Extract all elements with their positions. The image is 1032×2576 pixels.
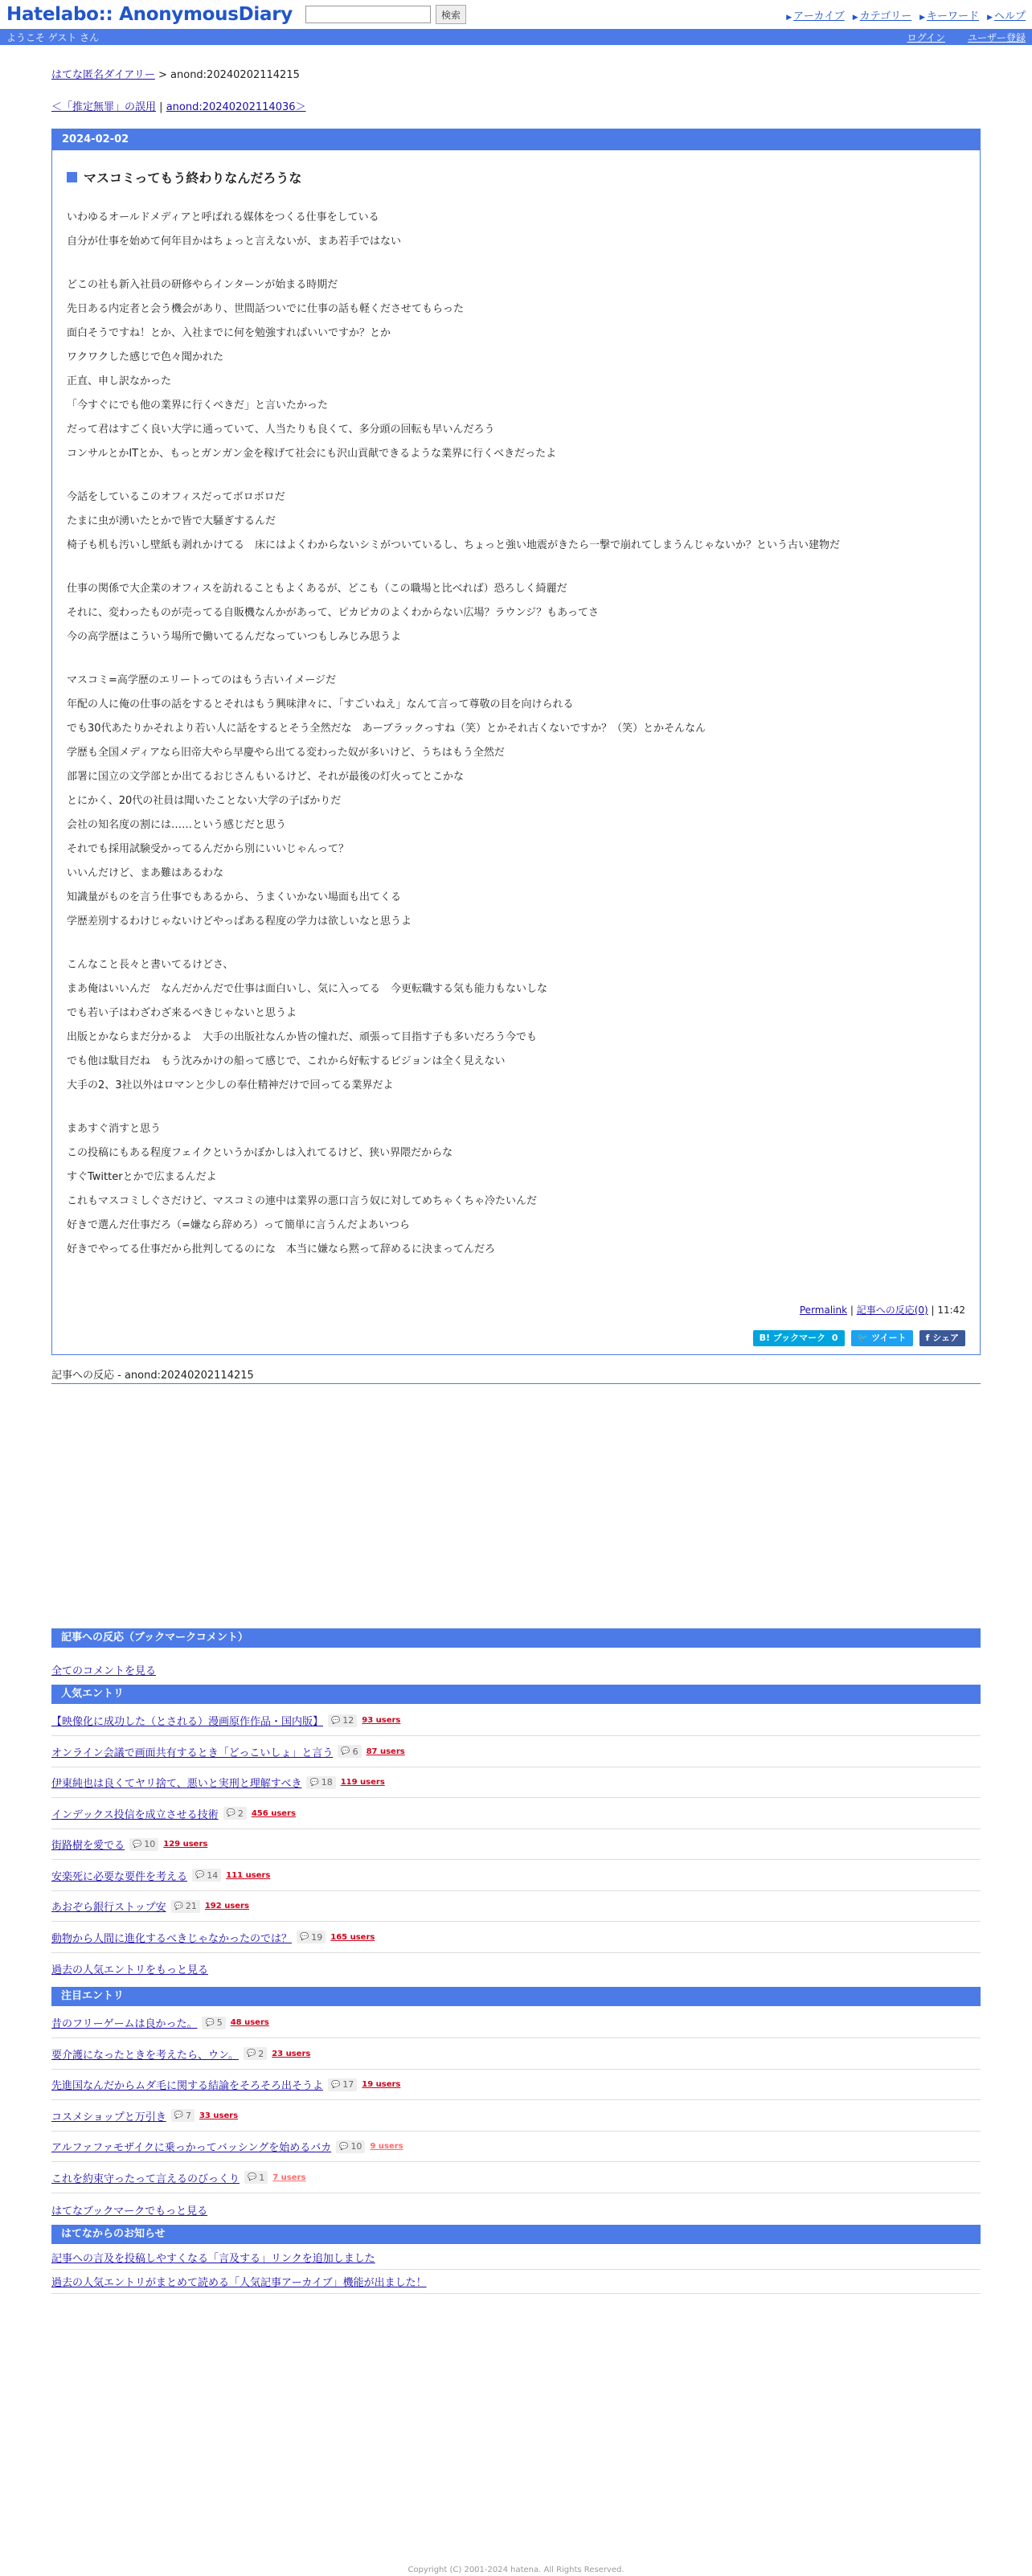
comment-count-number: 17 xyxy=(342,2079,354,2090)
entry-title-text[interactable]: マスコミってもう終わりなんだろうな xyxy=(84,170,302,186)
reactions-link[interactable]: 記事への反応(0) xyxy=(856,1304,928,1316)
comment-count-number: 2 xyxy=(258,2048,264,2059)
entry-line: だって君はすごく良い大学に通っていて、人当たりも良くて、多分頭の回転も早いんだろう xyxy=(67,424,495,436)
comment-count[interactable] xyxy=(171,1900,200,1913)
comment-icon: 💬 xyxy=(331,1716,341,1725)
entry-line: すぐTwitterとかで広まるんだよ xyxy=(67,1171,217,1183)
copyright: Copyright (C) 2001-2024 hatena. All Rights Reserved. xyxy=(407,2566,625,2574)
tweet-label: ツイート xyxy=(871,1333,907,1343)
entry-line: 好きで選んだ仕事だろ（=嫌なら辞めろ）って簡単に言うんだよあいつら xyxy=(67,1219,410,1231)
comment-icon: 💬 xyxy=(331,2080,341,2089)
bookmark-users-badge[interactable]: 456 users xyxy=(251,1808,296,1818)
bookmark-users-badge[interactable]: 165 users xyxy=(330,1932,375,1942)
breadcrumb-root[interactable]: はてな匿名ダイアリー xyxy=(51,69,155,81)
bookmark-users-badge[interactable]: 111 users xyxy=(226,1870,271,1880)
bookmark-section-header: 記事への反応（ブックマークコメント） xyxy=(51,1628,981,1648)
comment-count[interactable] xyxy=(338,1745,361,1758)
entry-list-link[interactable]: インデックス投信を成立させる技術 xyxy=(51,1808,219,1821)
facebook-icon: f xyxy=(925,1333,930,1343)
entry-paragraph xyxy=(67,206,980,254)
entry-line: でも他は駄目だね もう沈みかけの船って感じで、これから好転するビジョンは全く見えない xyxy=(67,1055,506,1067)
reactions-title: 記事への反応 - anond:20240202114215 xyxy=(51,1366,981,1384)
bookmark-count: 0 xyxy=(831,1333,838,1343)
top-bar xyxy=(0,0,1032,29)
comment-count-number: 18 xyxy=(321,1777,333,1788)
comment-count-number: 7 xyxy=(185,2110,191,2121)
welcome-bar xyxy=(0,29,1032,45)
entry-paragraph xyxy=(67,485,980,558)
comment-icon: 💬 xyxy=(174,2111,183,2119)
comment-icon: 💬 xyxy=(174,1902,183,1910)
entry-line: 「今すぐにでも他の業界に行くべきだ」と言いたかった xyxy=(67,399,329,412)
next-link[interactable]: anond:20240202114036＞ xyxy=(166,101,306,113)
comment-count-number: 10 xyxy=(144,1839,156,1849)
entry-line: 部署に国立の文学部とか出てるおじさんもいるけど、それが最後の灯火ってとこかな xyxy=(67,771,465,783)
top-nav xyxy=(786,7,1026,23)
prev-link[interactable]: ＜「推定無罪」の誤用 xyxy=(51,101,157,113)
search-button[interactable]: 検索 xyxy=(436,5,466,24)
entry-line: でも若い子はわざわざ来るべきじゃないと思うよ xyxy=(67,1007,297,1019)
entry-list-link[interactable]: アルファファモザイクに乗っかってバッシングを始めるバカ xyxy=(51,2142,332,2154)
entry-line: コンサルとかITとか、もっとガンガン金を稼げて社会にも沢山貢献できるような業界に行くべきだったよ xyxy=(67,448,557,460)
entry-list-item xyxy=(51,1706,981,1736)
entry-line: たまに虫が湧いたとかで皆で大騒ぎするんだ xyxy=(67,515,276,527)
entry-line: 知識量がものを言う仕事でもあるから、うまくいかない場面も出てくる xyxy=(67,891,402,903)
news-link[interactable]: 過去の人気エントリがまとめて読める「人気記事アーカイブ」機能が出ました！ xyxy=(51,2277,427,2289)
comment-icon: 💬 xyxy=(341,1747,350,1755)
entry-line: 年配の人に俺の仕事の話をするとそれはもう興味津々に、「すごいねえ」なんて言って尊敬の目を向けられる xyxy=(67,698,574,711)
entry-line: 椅子も机も汚いし壁紙も剥れかけてる 床にはよくわからないシミがついているし、ちょっと強い地震がきたら一撃で崩れてしまうんじゃないか？という古い建物だ xyxy=(67,539,841,551)
entry-list-link[interactable]: 安楽死に必要な要件を考える xyxy=(51,1870,188,1883)
comment-count-number: 10 xyxy=(350,2141,362,2152)
arrow-icon: ▶ xyxy=(852,13,858,22)
entry-paragraph xyxy=(67,953,980,1098)
square-icon xyxy=(67,172,77,182)
comment-count[interactable] xyxy=(223,1807,247,1820)
entry-list-item xyxy=(51,2008,981,2038)
prevnext-sep: | xyxy=(159,101,163,113)
entry-footer: Permalink | 記事への反応(0) | 11:42 xyxy=(799,1304,965,1316)
entry-line: これもマスコミしぐさだけど、マスコミの連中は業界の悪口言う奴に対してめちゃくちゃ冷たいんだ xyxy=(67,1195,538,1207)
arrow-icon: ▶ xyxy=(987,13,993,22)
entry-list-item xyxy=(51,2163,981,2193)
prev-next-nav xyxy=(51,98,981,113)
comment-count-number: 14 xyxy=(207,1870,219,1881)
comment-count-number: 2 xyxy=(237,1808,244,1819)
register-link[interactable]: ユーザー登録 xyxy=(967,31,1026,43)
entry-line: この投稿にもある程度フェイクというかぼかしは入れてるけど、狭い界隈だからな xyxy=(67,1147,453,1159)
entry-list-link[interactable]: 【映像化に成功した（とされる）漫画原作作品・国内版】 xyxy=(51,1716,324,1728)
entry-line: 先日ある内定者と会う機会があり、世間話ついでに仕事の話も軽くださせてもらった xyxy=(67,303,465,315)
bookmark-users-badge[interactable]: 9 users xyxy=(370,2142,403,2151)
entry-list-link[interactable]: 要介護になったときを考えたら、ウン。 xyxy=(51,2049,239,2062)
featured-section-header: 注目エントリ xyxy=(51,1987,981,2006)
comment-count-number: 6 xyxy=(352,1746,358,1757)
comment-count[interactable] xyxy=(171,2109,195,2122)
permalink[interactable]: Permalink xyxy=(799,1304,848,1316)
tweet-button[interactable] xyxy=(851,1330,913,1346)
entry-line: 学歴も全国メディアなら旧帝大やら早慶やら出てる変わった奴が多いけど、うちはもう全然だ xyxy=(67,747,505,759)
comment-count[interactable] xyxy=(244,2047,267,2060)
welcome-text: ようこそ ゲスト さん xyxy=(6,31,100,43)
entry-title xyxy=(67,168,980,186)
entry-line: とにかく、20代の社員は聞いたことない大学の子ばかりだ xyxy=(67,795,342,807)
entry-line: 学歴差別するわけじゃないけどやっぱある程度の学力は欲しいなと思うよ xyxy=(67,915,412,928)
comment-count-number: 1 xyxy=(259,2172,265,2183)
bookmark-users-badge[interactable]: 93 users xyxy=(362,1716,401,1725)
arrow-icon: ▶ xyxy=(919,13,926,22)
entry-list-item xyxy=(51,1767,981,1798)
comment-count[interactable] xyxy=(336,2140,365,2153)
bookmark-users-badge[interactable]: 23 users xyxy=(272,2049,311,2058)
bookmark-users-badge[interactable]: 87 users xyxy=(366,1747,405,1756)
news-link[interactable]: 記事への言及を投稿しやすくなる「言及する」リンクを追加しました xyxy=(51,2253,375,2265)
entry-list-item xyxy=(51,2132,981,2162)
entry-line: 大手の2、3社以外はロマンと少しの奉仕精神だけで回ってる業界だよ xyxy=(67,1079,394,1091)
login-link[interactable]: ログイン xyxy=(907,31,945,43)
breadcrumb xyxy=(51,66,981,81)
nav-keyword[interactable]: キーワード xyxy=(927,10,980,23)
entry-line: 今の高学歴はこういう場所で働いてるんだなっていつもしみじみ思うよ xyxy=(67,631,402,643)
entry-line: マスコミ=高学歴のエリートってのはもう古いイメージだ xyxy=(67,674,336,686)
entry-line: どこの社も新入社員の研修やらインターンが始まる時期だ xyxy=(67,279,338,291)
entry-line: こんなこと長々と書いてるけどさ、 xyxy=(67,959,234,971)
comment-count[interactable] xyxy=(129,1838,158,1851)
news-section-header: はてなからのお知らせ xyxy=(51,2225,981,2244)
comment-icon: 💬 xyxy=(226,1809,235,1817)
entry-line: それでも採用試験受かってるんだから別にいいじゃんって？ xyxy=(67,843,350,855)
entry-line: 好きでやってる仕事だから批判してるのにな 本当に嫌なら黙って辞めるに決まってんだろ xyxy=(67,1243,496,1255)
entry-list-item xyxy=(51,1829,981,1860)
featured-more-link[interactable]: はてなブックマークでもっと見る xyxy=(51,2205,208,2218)
comment-icon: 💬 xyxy=(300,1933,309,1941)
entry-list-link[interactable]: 先進国なんだからムダ毛に関する結論をそろそろ出そうよ xyxy=(51,2080,324,2092)
entry-line: まあすぐ消すと思う xyxy=(67,1123,162,1135)
bookmark-users-badge[interactable]: 19 users xyxy=(362,2080,401,2089)
comment-count-number: 12 xyxy=(342,1715,354,1726)
entry-list-item xyxy=(51,2101,981,2132)
breadcrumb-sep: > xyxy=(158,69,167,81)
comment-count-number: 5 xyxy=(216,2017,223,2028)
bookmark-users-badge[interactable]: 192 users xyxy=(204,1902,249,1910)
entry-line: いいんだけど、まあ難はあるわな xyxy=(67,867,224,879)
entry-list-item xyxy=(51,1737,981,1767)
entry-line: まあ俺はいいんだ なんだかんだで仕事は面白いし、気に入ってる 今更転職する気も能力もないしな xyxy=(67,983,548,995)
entry-list-item xyxy=(51,1799,981,1829)
bookmark-users-badge[interactable]: 33 users xyxy=(199,2111,239,2120)
comment-count[interactable] xyxy=(202,2017,225,2029)
entry-list-item xyxy=(51,2039,981,2070)
comment-count[interactable] xyxy=(306,1776,335,1789)
entry-list-item xyxy=(51,1891,981,1922)
entry-line: それに、変わったものが売ってる自販機なんかがあって、ピカピカのよくわからない広場？ラウンジ？もあってさ xyxy=(67,607,600,619)
comment-count[interactable] xyxy=(192,1869,221,1882)
all-comments-link[interactable]: 全てのコメントを見る xyxy=(51,1665,157,1677)
entry-list-item xyxy=(51,1861,981,1891)
entry-line: いわゆるオールドメディアと呼ばれる媒体をつくる仕事をしている xyxy=(67,211,379,223)
entry-paragraph xyxy=(67,669,980,934)
comment-icon: 💬 xyxy=(133,1840,142,1849)
popular-section-header: 人気エントリ xyxy=(51,1685,981,1704)
comment-icon: 💬 xyxy=(205,2018,215,2027)
entry-list-link[interactable]: 動物から人間に進化するべきじゃなかったのでは？ xyxy=(51,1932,293,1945)
facebook-label: シェア xyxy=(932,1333,959,1343)
comment-count-number: 19 xyxy=(311,1931,323,1943)
comment-count-number: 21 xyxy=(185,1901,197,1911)
entry-line: 仕事の関係で大企業のオフィスを訪れることもよくあるが、どこも（この職場と比べれば）恐ろしく綺麗だ xyxy=(67,583,567,595)
entry-list-link[interactable]: 伊東純也は良くてヤリ捨て、悪いと実刑と理解すべき xyxy=(51,1778,302,1790)
bookmark-users-badge[interactable]: 48 users xyxy=(230,2018,269,2027)
news-item xyxy=(51,2270,981,2294)
entry-list-item xyxy=(51,1923,981,1953)
entry-list-link[interactable]: コスメショップと万引き xyxy=(51,2111,166,2123)
entry-line: 正直、申し訳なかった xyxy=(67,375,172,387)
comment-icon: 💬 xyxy=(246,2050,256,2058)
entry-list-link[interactable]: これを約束守ったって言えるのびっくり xyxy=(51,2173,240,2185)
nav-archive[interactable]: アーカイブ xyxy=(793,10,845,23)
entry-box xyxy=(51,129,981,1355)
facebook-share-button[interactable] xyxy=(919,1330,965,1346)
comment-icon: 💬 xyxy=(248,2173,257,2181)
entry-list-link[interactable]: オンライン会議で画面共有するとき「どっこいしょ」と言う xyxy=(51,1747,334,1759)
comment-icon: 💬 xyxy=(339,2142,349,2151)
comment-count[interactable] xyxy=(328,1714,357,1727)
entry-paragraph xyxy=(67,577,980,649)
bookmark-label: B! ブックマーク xyxy=(759,1333,826,1343)
entry-line: ワクワクした感じで色々聞かれた xyxy=(67,351,224,363)
twitter-icon: 🐦 xyxy=(857,1333,869,1343)
entry-line: でも30代あたりかそれより若い人に話をするとそう全然だな あーブラックっすね（笑）とかそれ古くないですか？（笑）とかそんなん xyxy=(67,723,706,735)
entry-list-link[interactable]: 街路樹を愛でる xyxy=(51,1840,125,1852)
bookmark-users-badge[interactable]: 119 users xyxy=(340,1778,385,1787)
entry-list-link[interactable]: あおぞら銀行ストップ安 xyxy=(51,1902,166,1914)
comment-icon: 💬 xyxy=(309,1778,319,1787)
search-input[interactable] xyxy=(305,6,431,23)
arrow-icon: ▶ xyxy=(786,13,792,22)
comment-count[interactable] xyxy=(297,1931,326,1943)
entry-line: 自分が仕事を始めて何年目かはちょっと言えないが、まあ若手ではない xyxy=(67,235,402,248)
bookmark-users-badge[interactable]: 129 users xyxy=(163,1840,208,1849)
news-item xyxy=(51,2246,981,2270)
comment-icon: 💬 xyxy=(195,1871,205,1879)
entry-list-link[interactable]: 昔のフリーゲームは良かった。 xyxy=(51,2018,198,2030)
entry-line: 会社の知名度の割には……という感じだと思う xyxy=(67,819,287,831)
breadcrumb-current: anond:20240202114215 xyxy=(170,69,300,81)
entry-line: 出版とかならまだ分かるよ 大手の出版社なんか皆の憧れだ、頑張って目指す子も多いだろう今でも xyxy=(67,1031,538,1043)
comment-count[interactable] xyxy=(244,2171,268,2184)
entry-date: 2024-02-02 xyxy=(52,129,980,150)
nav-help[interactable]: ヘルプ xyxy=(993,10,1026,23)
popular-more-link[interactable]: 過去の人気エントリをもっと見る xyxy=(51,1964,209,1976)
site-logo[interactable]: Hatelabo:: AnonymousDiary xyxy=(6,4,293,25)
entry-line: 今話をしているこのオフィスだってボロボロだ xyxy=(67,491,285,503)
entry-list-item xyxy=(51,2070,981,2100)
entry-paragraph xyxy=(67,1117,980,1262)
nav-category[interactable]: カテゴリー xyxy=(859,10,912,23)
entry-time: 11:42 xyxy=(937,1304,965,1316)
entry-paragraph xyxy=(67,273,980,466)
bookmark-users-badge[interactable]: 7 users xyxy=(272,2173,306,2182)
entry-body xyxy=(67,206,980,1262)
entry-line: 面白そうですね！とか、入社までに何を勉強すればいいですか？とか xyxy=(67,327,391,339)
bookmark-button[interactable] xyxy=(753,1330,845,1346)
share-buttons xyxy=(753,1330,965,1346)
comment-count[interactable] xyxy=(328,2078,357,2091)
